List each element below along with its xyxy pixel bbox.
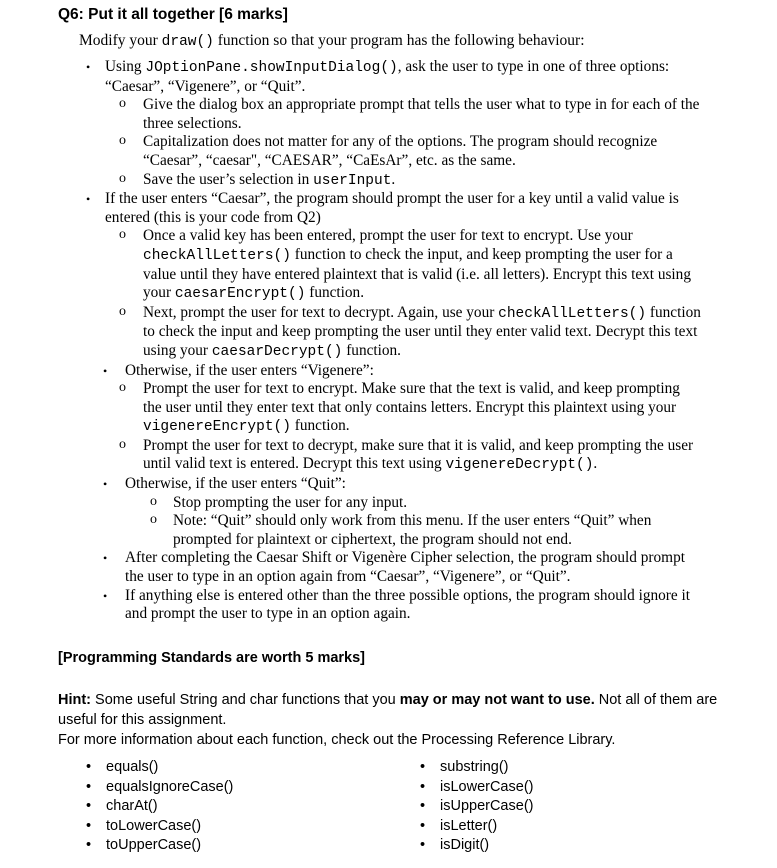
- programming-standards: [Programming Standards are worth 5 marks]: [58, 650, 365, 666]
- sub-caesar-encrypt: o Once a valid key has been entered, prompt the user for text to encrypt. Use your checkAllLetters() function to check the input, and keep prompting the user for a value until they have entered plaintext that is valid (i.e. all letters). Encrypt this text using your caesarEncrypt() function.: [119, 227, 691, 303]
- hint-text: Hint: Some useful String and char functions that you may or may not want to use. Not all of them are useful for this assignment. For more information about each function, check out the Processing Reference Library.: [58, 692, 718, 748]
- sub-caesar-decrypt: o Next, prompt the user for text to decrypt. Again, use your checkAllLetters() function to check the input and keep prompting the user until they enter valid text. Decrypt this text using your caesarDecrypt() function.: [119, 303, 701, 360]
- bullet-quit: • Otherwise, if the user enters “Quit”:: [103, 475, 346, 493]
- bullet-glyph: •: [86, 60, 91, 74]
- instructions-list: [0, 58, 777, 624]
- bullet-dialog: • Using JOptionPane.showInputDialog(), ask the user to type in one of three options: “Caesar”, “Vigenere”, or “Quit”.: [86, 58, 670, 95]
- function-item: • equals(): [86, 758, 233, 778]
- function-item: • charAt(): [86, 797, 233, 817]
- hint-bold: may or may not want to use.: [399, 692, 595, 708]
- bullet-caesar: • If the user enters “Caesar”, the program should prompt the user for a key until a valid value is entered (this is your code from Q2): [86, 190, 679, 226]
- function-item: • substring(): [420, 758, 533, 778]
- function-item: • isLowerCase(): [420, 778, 533, 798]
- sub-quit-note: o Note: “Quit” should only work from this menu. If the user enters “Quit” when prompted for plaintext or ciphertext, the program should not end.: [150, 512, 652, 548]
- function-item: • isUpperCase(): [420, 797, 533, 817]
- bullet-ignore: • If anything else is entered other than the three possible options, the program should ignore it and prompt the user to type in an option again.: [103, 586, 690, 623]
- intro-pre: Modify your: [79, 32, 162, 49]
- bullet-repeat: • After completing the Caesar Shift or Vigenère Cipher selection, the program should prompt the user to type in an option again from “Caesar”, “Vigenere”, or “Quit”.: [103, 549, 685, 586]
- sub-prompt: o Give the dialog box an appropriate prompt that tells the user what to type in for each of the three selections.: [119, 96, 700, 132]
- function-item: • toUpperCase(): [86, 836, 233, 856]
- function-item: • toLowerCase(): [86, 817, 233, 837]
- function-list-right: [420, 758, 533, 856]
- question-heading: Q6: Put it all together [6 marks]: [58, 6, 288, 23]
- function-list-left: [86, 758, 233, 856]
- intro-post: function so that your program has the following behaviour:: [213, 32, 585, 49]
- bullet-vigenere: • Otherwise, if the user enters “Vigenere”:: [103, 361, 374, 379]
- function-item: • isLetter(): [420, 817, 533, 837]
- hint-label: Hint:: [58, 692, 92, 708]
- intro-code: draw(): [161, 34, 214, 50]
- sub-capitalization: o Capitalization does not matter for any of the options. The program should recognize “Caesar”, “caesar", “CAESAR”, “CaEsAr”, etc. as the same.: [119, 133, 658, 169]
- sub-save-selection: o Save the user’s selection in userInput.: [119, 170, 396, 189]
- function-item: • isDigit(): [420, 836, 533, 856]
- function-item: • equalsIgnoreCase(): [86, 778, 233, 798]
- sub-quit-stop: o Stop prompting the user for any input.: [150, 493, 408, 511]
- intro-text: [79, 32, 585, 50]
- sub-vigenere-decrypt: o Prompt the user for text to decrypt, make sure that it is valid, and keep prompting the user until valid text is entered. Decrypt this text using vigenereDecrypt().: [119, 436, 694, 474]
- sub-vigenere-encrypt: o Prompt the user for text to encrypt. Make sure that the text is valid, and keep prompting the user until they enter text that only contains letters. Encrypt this plaintext using your vigenereEncrypt() function.: [119, 380, 680, 436]
- hint-reference-line: For more information about each function, check out the Processing Reference Library.: [58, 732, 616, 748]
